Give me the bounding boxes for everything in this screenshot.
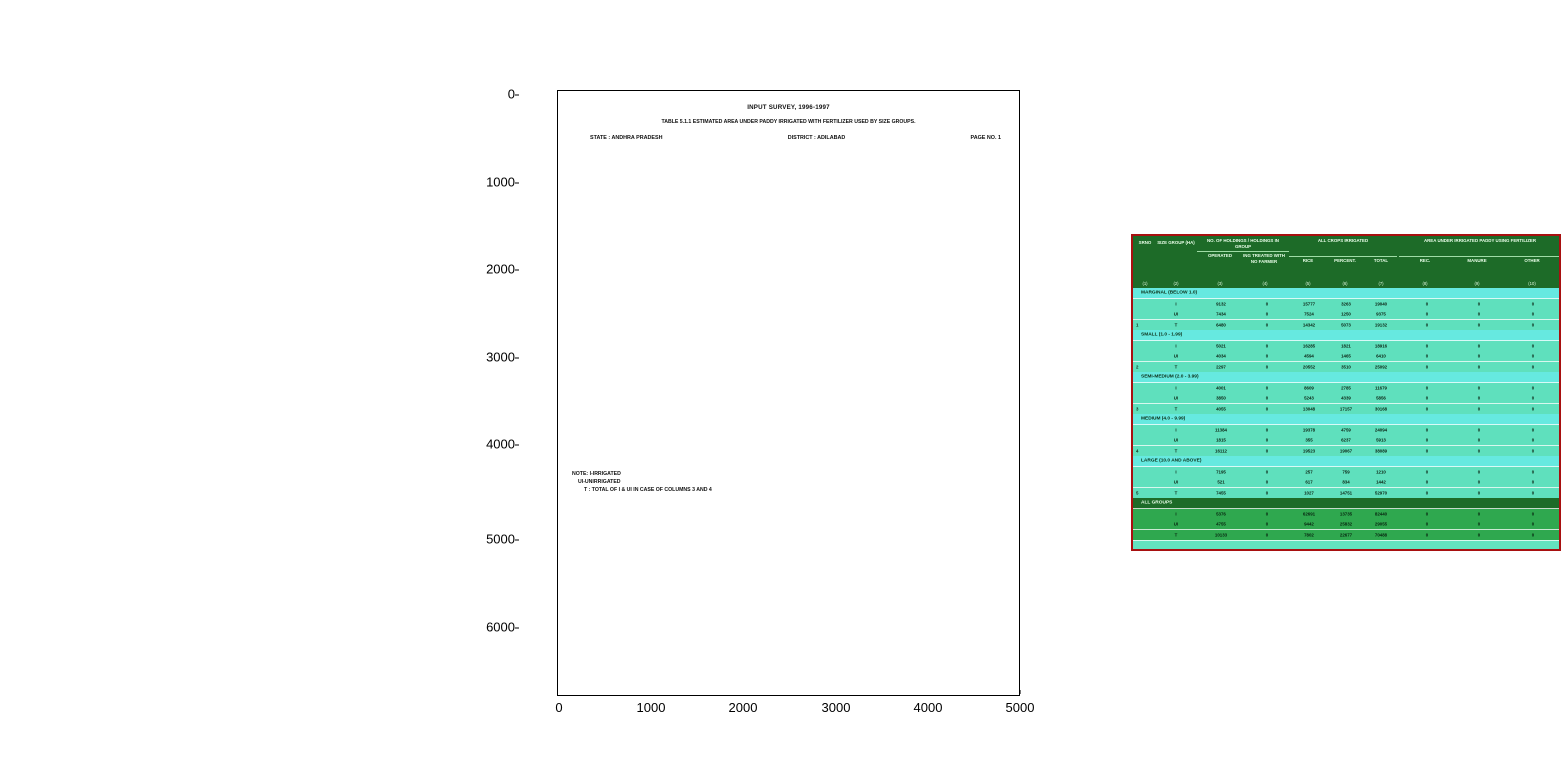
table-cell: 25832 (1339, 521, 1353, 527)
table-cell: 0 (1425, 343, 1429, 349)
table-header (1133, 236, 1559, 288)
table-cell: 0 (1531, 511, 1535, 517)
table-cell: 0 (1425, 427, 1429, 433)
table-cell: 25092 (1374, 364, 1388, 370)
y-tick: 6000 (486, 620, 515, 635)
table-row (1133, 362, 1559, 373)
table-cell: 0 (1425, 532, 1429, 538)
page-label: PAGE NO. 1 (970, 135, 1001, 141)
table-cell: 19040 (1374, 301, 1388, 307)
table-cell: 30168 (1374, 406, 1388, 412)
row-label: I (1175, 469, 1177, 475)
header-fert-manure: MANURE (1467, 258, 1487, 263)
group-label: SEMI-MEDIUM (2.0 - 3.99) (1141, 374, 1199, 380)
table-cell: 0 (1477, 427, 1481, 433)
table-cell: 1442 (1376, 479, 1386, 485)
table-row (1133, 435, 1559, 446)
table-cell: 82440 (1374, 511, 1388, 517)
table-row (1133, 519, 1559, 530)
table-cell: 7195 (1216, 469, 1226, 475)
x-tick: 0 (555, 700, 562, 715)
table-cell: 14342 (1302, 322, 1316, 328)
table-cell: 0 (1477, 521, 1481, 527)
table-cell: 4339 (1341, 395, 1351, 401)
table-cell: 5073 (1341, 322, 1351, 328)
table-cell: 834 (1342, 479, 1350, 485)
table-row (1133, 320, 1559, 331)
group-label: SMALL (1.0 - 1.99) (1141, 332, 1183, 338)
table-cell: 10133 (1214, 532, 1228, 538)
col-num: (1) (1142, 281, 1148, 286)
table-cell: 0 (1477, 343, 1481, 349)
header-holdings-treated: ING TREATED WITH NO FARMER (1243, 253, 1285, 264)
table-cell: 7802 (1304, 532, 1314, 538)
table-cell: 24094 (1374, 427, 1388, 433)
table-cell: 13048 (1302, 406, 1316, 412)
table-cell: 1815 (1216, 437, 1226, 443)
table-cell: 3510 (1341, 364, 1351, 370)
x-tick: 1000 (637, 700, 666, 715)
x-tick: 5000 (1006, 700, 1035, 715)
row-label: UI (1173, 437, 1179, 443)
table-cell: 0 (1265, 353, 1269, 359)
col-num: (10) (1528, 281, 1536, 286)
table-body (1133, 288, 1559, 549)
table-cell: 16285 (1302, 343, 1316, 349)
table-cell: 0 (1425, 469, 1429, 475)
table-cell: 0 (1265, 437, 1269, 443)
table-cell: 0 (1531, 395, 1535, 401)
table-cell: 7455 (1216, 490, 1226, 496)
table-cell: 9442 (1304, 521, 1314, 527)
note-line: NOTE: I-IRRIGATED (572, 471, 621, 477)
table-cell: 0 (1477, 385, 1481, 391)
table-row (1133, 467, 1559, 478)
table-group-header-row (1133, 498, 1559, 509)
table-cell: 5021 (1216, 343, 1226, 349)
header-rice: RICE (1302, 258, 1314, 263)
table-cell: 0 (1265, 385, 1269, 391)
table-cell: 0 (1477, 469, 1481, 475)
header-group-fertilizer: AREA UNDER IRRIGATED PADDY USING FERTILIZER (1423, 238, 1537, 243)
table-cell: 4594 (1304, 353, 1314, 359)
table-cell: 0 (1265, 532, 1269, 538)
table-cell: 6480 (1216, 322, 1226, 328)
table-cell: 17157 (1339, 406, 1353, 412)
table-row (1133, 509, 1559, 520)
table-cell: 16112 (1215, 448, 1227, 454)
table-cell: 0 (1477, 301, 1481, 307)
table-cell: 0 (1265, 469, 1269, 475)
col-num: (3) (1217, 281, 1223, 286)
table-row (1133, 404, 1559, 415)
header-fert-other: OTHER (1524, 258, 1540, 263)
group-label: MEDIUM (4.0 - 9.99) (1141, 416, 1186, 422)
table-cell: 0 (1477, 479, 1481, 485)
header-sizegroup: SIZE GROUP (HA) (1157, 240, 1195, 245)
table-cell: 0 (1531, 490, 1535, 496)
col-num: (9) (1474, 281, 1480, 286)
table-cell: 0 (1425, 301, 1429, 307)
table-cell: 0 (1477, 511, 1481, 517)
table-cell: 0 (1265, 448, 1269, 454)
table-cell: 19378 (1302, 427, 1316, 433)
table-cell: 0 (1425, 490, 1429, 496)
table-group-header-row (1133, 288, 1559, 299)
header-group-allcrops: ALL CROPS IRRIGATED (1317, 238, 1369, 243)
group-label: LARGE (10.0 AND ABOVE) (1141, 458, 1202, 464)
table-cell: 0 (1477, 364, 1481, 370)
table-cell: 0 (1265, 521, 1269, 527)
table-cell: 0 (1265, 511, 1269, 517)
document-title: INPUT SURVEY, 1996-1997 (747, 104, 830, 111)
note-line: T : TOTAL OF I & UI IN CASE OF COLUMNS 3 AND 4 (584, 486, 712, 493)
row-serial-number: 3 (1136, 406, 1139, 412)
table-cell: 0 (1265, 343, 1269, 349)
table-cell: 0 (1531, 406, 1535, 412)
table-row (1133, 446, 1559, 457)
row-label: T (1174, 406, 1178, 412)
col-num: (6) (1342, 281, 1348, 286)
document-meta (590, 135, 1001, 141)
table-cell: 0 (1531, 437, 1535, 443)
table-cell: 1027 (1304, 490, 1314, 496)
row-serial-number: 4 (1136, 448, 1139, 454)
table-cell: 0 (1425, 448, 1429, 454)
y-tick: 4000 (486, 437, 515, 452)
table-cell: 11679 (1375, 385, 1387, 391)
table-cell: 0 (1531, 385, 1535, 391)
row-label: I (1175, 427, 1177, 433)
table-cell: 0 (1265, 427, 1269, 433)
table-cell: 9375 (1376, 311, 1386, 317)
table-row (1133, 383, 1559, 394)
table-cell: 1250 (1341, 311, 1351, 317)
table-cell: 0 (1425, 479, 1429, 485)
table-cell: 1465 (1341, 353, 1351, 359)
header-group-holdings: NO. OF HOLDINGS / HOLDINGS IN GROUP (1207, 238, 1279, 249)
header-total: TOTAL (1373, 258, 1389, 263)
table-cell: 0 (1531, 448, 1535, 454)
row-label: UI (1173, 311, 1179, 317)
table-cell: 0 (1531, 364, 1535, 370)
table-cell: 0 (1425, 364, 1429, 370)
table-cell: 617 (1305, 479, 1313, 485)
table-cell: 6410 (1376, 353, 1386, 359)
row-label: T (1174, 364, 1178, 370)
y-tick: 3000 (486, 350, 515, 365)
state-label: STATE : ANDHRA PRADESH (590, 135, 663, 141)
table-cell: 0 (1265, 364, 1269, 370)
district-label: DISTRICT : ADILABAD (787, 135, 846, 141)
table-cell: 0 (1265, 322, 1269, 328)
table-cell: 7524 (1304, 311, 1314, 317)
table-cell: 0 (1425, 395, 1429, 401)
table-cell: 0 (1531, 469, 1535, 475)
table-group-header-row (1133, 372, 1559, 383)
table-cell: 257 (1305, 469, 1313, 475)
group-label: ALL GROUPS (1141, 500, 1173, 506)
table-cell: 0 (1477, 448, 1481, 454)
table-row (1133, 488, 1559, 499)
table-cell: 62691 (1302, 511, 1316, 517)
table-row (1133, 530, 1559, 541)
table-cell: 2785 (1341, 385, 1351, 391)
table-cell: 0 (1531, 322, 1535, 328)
table-cell: 0 (1531, 521, 1535, 527)
table-cell: 19132 (1374, 322, 1388, 328)
header-sno: SRNO (1138, 240, 1152, 245)
table-cell: 4034 (1216, 353, 1226, 359)
table-cell: 5856 (1376, 395, 1386, 401)
document-subtitle: TABLE 5.1.1 ESTIMATED AREA UNDER PADDY IRRIGATED WITH FERTILIZER USED BY SIZE GROUPS. (661, 119, 916, 125)
table-row (1133, 309, 1559, 320)
table-cell: 4055 (1216, 406, 1226, 412)
col-num: (2) (1173, 281, 1179, 286)
row-label: I (1175, 511, 1177, 517)
table-cell: 14751 (1339, 490, 1353, 496)
table-cell: 6237 (1341, 437, 1351, 443)
table-cell: 355 (1305, 437, 1313, 443)
table-cell: 0 (1477, 311, 1481, 317)
table-cell: 0 (1477, 353, 1481, 359)
row-label: UI (1173, 353, 1179, 359)
y-tick: 2000 (486, 262, 515, 277)
table-cell: 11384 (1215, 427, 1227, 433)
row-serial-number: 2 (1136, 364, 1139, 370)
table-cell: 7434 (1216, 311, 1226, 317)
table-cell: 0 (1531, 532, 1535, 538)
y-tick: 1000 (486, 175, 515, 190)
table-group-header-row (1133, 456, 1559, 467)
table-cell: 52970 (1374, 490, 1388, 496)
col-num: (4) (1262, 281, 1268, 286)
table-cell: 3850 (1216, 395, 1226, 401)
group-label: MARGINAL (BELOW 1.0) (1141, 290, 1198, 296)
table-row (1133, 393, 1559, 404)
table-cell: 0 (1477, 322, 1481, 328)
row-label: T (1174, 322, 1178, 328)
row-label: UI (1173, 521, 1179, 527)
table-cell: 0 (1265, 490, 1269, 496)
table-cell: 0 (1477, 437, 1481, 443)
scanned-document (558, 91, 1540, 695)
table-cell: 0 (1477, 532, 1481, 538)
table-cell: 1821 (1341, 343, 1351, 349)
table-cell: 9132 (1216, 301, 1226, 307)
table-cell: 13735 (1339, 511, 1353, 517)
table-cell: 0 (1425, 511, 1429, 517)
table-cell: 4001 (1216, 385, 1226, 391)
row-label: I (1175, 343, 1177, 349)
row-label: UI (1173, 395, 1179, 401)
table-cell: 0 (1531, 427, 1535, 433)
table-cell: 0 (1265, 311, 1269, 317)
row-serial-number: 1 (1136, 322, 1139, 328)
table-cell: 1210 (1376, 469, 1386, 475)
table-cell: 0 (1425, 322, 1429, 328)
table-cell: 0 (1531, 343, 1535, 349)
row-separator (1133, 540, 1559, 541)
table-cell: 0 (1531, 301, 1535, 307)
y-tick: 5000 (486, 532, 515, 547)
table-group-header-row (1133, 414, 1559, 425)
table-cell: 0 (1425, 311, 1429, 317)
table-cell: 0 (1265, 301, 1269, 307)
table-cell: 29055 (1374, 521, 1388, 527)
table-cell: 19067 (1339, 448, 1353, 454)
table-cell: 20552 (1302, 364, 1316, 370)
table-cell: 22677 (1339, 532, 1353, 538)
col-num: (8) (1422, 281, 1428, 286)
table-cell: 8609 (1304, 385, 1314, 391)
table-cell: 3263 (1341, 301, 1351, 307)
table-cell: 0 (1477, 406, 1481, 412)
table-row (1133, 425, 1559, 436)
table-cell: 70488 (1374, 532, 1388, 538)
table-cell: 521 (1217, 479, 1225, 485)
table-row (1133, 299, 1559, 310)
table-cell: 18916 (1374, 343, 1388, 349)
col-num: (5) (1305, 281, 1311, 286)
table-cell: 38089 (1374, 448, 1388, 454)
table-cell: 0 (1477, 395, 1481, 401)
x-tick: 3000 (822, 700, 851, 715)
table-cell: 5243 (1304, 395, 1314, 401)
table-cell: 0 (1477, 490, 1481, 496)
table-cell: 2297 (1216, 364, 1226, 370)
table-cell: 0 (1531, 479, 1535, 485)
table-group-header-row (1133, 330, 1559, 341)
row-label: I (1175, 385, 1177, 391)
table-row (1133, 351, 1559, 362)
row-label: T (1174, 490, 1178, 496)
table-cell: 4755 (1216, 521, 1226, 527)
header-holdings-operated: OPERATED (1207, 253, 1233, 258)
x-tick: 4000 (914, 700, 943, 715)
table-cell: 4759 (1341, 427, 1351, 433)
row-label: T (1174, 448, 1178, 454)
table-cell: 0 (1425, 353, 1429, 359)
table-cell: 0 (1425, 406, 1429, 412)
y-tick: 0 (508, 87, 515, 102)
header-percent: PERCENT. (1334, 258, 1356, 263)
table-cell: 5376 (1216, 511, 1226, 517)
table-cell: 759 (1342, 469, 1350, 475)
table-cell: 0 (1425, 521, 1429, 527)
table-cell: 19523 (1302, 448, 1316, 454)
row-serial-number: 5 (1136, 490, 1139, 496)
table-cell: 0 (1265, 479, 1269, 485)
row-label: I (1175, 301, 1177, 307)
table-cell: 0 (1265, 395, 1269, 401)
table-notes (572, 471, 712, 494)
col-num: (7) (1378, 281, 1384, 286)
table-cell: 15777 (1302, 301, 1316, 307)
row-label: T (1174, 532, 1178, 538)
row-label: UI (1173, 479, 1179, 485)
table-cell: 0 (1425, 437, 1429, 443)
detected-table-region (1131, 234, 1561, 551)
x-tick: 2000 (729, 700, 758, 715)
table-cell: 0 (1531, 311, 1535, 317)
table-cell: 0 (1265, 406, 1269, 412)
header-fert-rec: REC. (1419, 258, 1431, 263)
table-cell: 0 (1425, 385, 1429, 391)
table-row (1133, 477, 1559, 488)
table-cell: 0 (1531, 353, 1535, 359)
table-row (1133, 341, 1559, 352)
table-cell: 5913 (1376, 437, 1386, 443)
note-line: UI-UNIRRIGATED (578, 478, 621, 485)
